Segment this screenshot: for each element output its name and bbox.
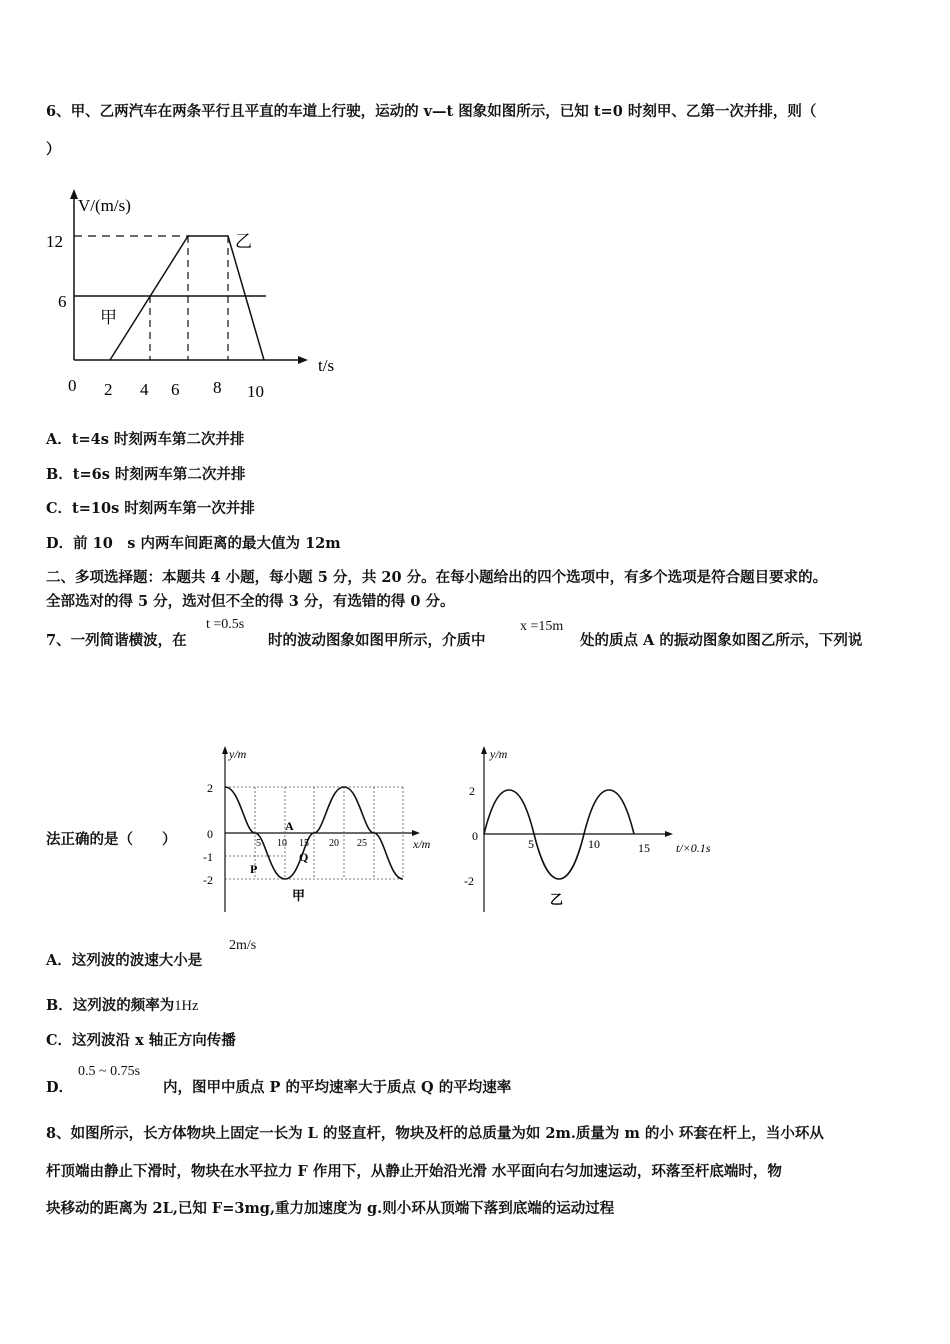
q7-option-b-label: B． (46, 997, 73, 1014)
q7-g1-tick-x5: 5 (256, 838, 261, 849)
q7-g1-tick-y0: 0 (207, 827, 213, 841)
section2-instructions-line1: 二、多项选择题：本题共 4 小题，每小题 5 分，共 20 分。在每小题给出的四个选项中，有多个选项是符合题目要求的。 (46, 569, 828, 586)
q8-stem-line1: 8、如图所示，长方体物块上固定一长为 L 的竖直杆，物块及杆的总质量为如 2m.质量为 m 的小 环套在杆上，当小环从 (46, 1125, 824, 1142)
q7-vibration-graph-yi (460, 742, 740, 912)
q6-option-a-text: t=4s 时刻两车第二次并排 (71, 431, 245, 448)
q7-option-d-text: 内，图甲中质点 P 的平均速率大于质点 Q 的平均速率 (163, 1079, 512, 1096)
q7-g1-tick-y2: 2 (207, 781, 213, 795)
q7-x-expression: x =15m (520, 619, 564, 634)
q6-stem-line2: ） (46, 141, 61, 158)
q7-option-c[interactable] (46, 1031, 236, 1051)
q6-option-b[interactable] (46, 465, 245, 485)
q7-g2-ylabel: y/m (490, 747, 508, 761)
q7-option-a[interactable] (46, 951, 202, 971)
q6-tick-x10: 10 (247, 382, 264, 401)
q7-g1-xlabel: x/m (413, 837, 431, 851)
q6-tick-x2: 2 (104, 380, 113, 399)
q6-option-b-label: B． (46, 466, 73, 483)
q6-option-a[interactable] (46, 430, 244, 450)
q6-option-b-text: t=6s 时刻两车第二次并排 (72, 466, 246, 483)
q7-g1-tick-ym1: -1 (203, 850, 213, 864)
q6-tick-x6: 6 (171, 380, 180, 399)
q7-g2-tick-ym2: -2 (464, 874, 474, 888)
q8-stem-line3: 块移动的距离为 2L,已知 F=3mg,重力加速度为 g.则小环从顶端下落到底端的运动过程 (46, 1200, 615, 1217)
q6-option-d-text: 前 10 s 内两车间距离的最大值为 12m (73, 535, 341, 552)
q6-tick-x8: 8 (213, 378, 222, 397)
q7-g1-point-a: A (285, 819, 294, 833)
q7-g1-tick-x10: 10 (277, 838, 287, 849)
q8-stem-line2: 杆顶端由静止下滑时，物块在水平拉力 F 作用下，从静止开始沿光滑 水平面向右匀加速运动，环落至杆底端时，物 (46, 1163, 782, 1180)
q7-g2-caption: 乙 (550, 893, 564, 908)
q7-option-b[interactable] (46, 996, 198, 1016)
q6-tick-x4: 4 (140, 380, 149, 399)
q7-g2-tick-x5: 5 (528, 837, 534, 851)
q7-option-d-expr: 0.5 ~ 0.75s (78, 1064, 141, 1079)
q7-option-b-text: 这列波的频率为 (72, 997, 175, 1014)
q6-stem-line1: 6、甲、乙两汽车在两条平行且平直的车道上行驶，运动的 v—t 图象如图所示，已知 t=0 时刻甲、乙第一次并排，则（ (46, 103, 817, 120)
q7-stem-part3: 处的质点 A 的振动图象如图乙所示，下列说 (580, 632, 863, 649)
q7-g1-tick-x20: 20 (329, 838, 339, 849)
q6-tick-y12: 12 (46, 232, 63, 251)
q7-g1-tick-ym2: -2 (203, 873, 213, 887)
q6-vt-graph (40, 185, 370, 410)
q6-ylabel: V/(m/s) (78, 196, 131, 215)
q7-g2-tick-x15: 15 (638, 841, 650, 855)
q6-tick-x0: 0 (68, 376, 77, 395)
q6-option-c[interactable] (46, 499, 255, 519)
q7-g2-xlabel: t/×0.1s (676, 841, 711, 855)
q7-g1-tick-x15: 15 (299, 838, 309, 849)
q7-option-a-text: 这列波的波速大小是 (71, 952, 203, 969)
q6-label-yi: 乙 (235, 232, 252, 252)
q6-option-a-label: A． (46, 431, 72, 448)
q6-option-c-label: C． (46, 500, 73, 517)
q6-option-c-text: t=10s 时刻两车第一次并排 (72, 500, 255, 517)
q7-g2-tick-y0: 0 (472, 829, 478, 843)
q7-option-c-text: 这列波沿 x 轴正方向传播 (72, 1032, 236, 1049)
q6-tick-y6: 6 (58, 292, 67, 311)
q7-option-c-label: C． (46, 1032, 73, 1049)
q7-option-a-expr: 2m/s (229, 938, 257, 953)
q7-g1-caption: 甲 (292, 889, 306, 904)
q7-g1-ylabel: y/m (229, 747, 247, 761)
q7-option-d-label[interactable]: D． (46, 1079, 74, 1096)
section2-instructions-line2: 全部选对的得 5 分，选对但不全的得 3 分，有选错的得 0 分。 (46, 593, 455, 610)
q7-stem-part4: 法正确的是（ ） (46, 831, 177, 848)
q7-g2-tick-x10: 10 (588, 837, 600, 851)
q6-label-jia: 甲 (100, 308, 117, 328)
q7-t-expression: t =0.5s (206, 617, 245, 632)
q7-wave-graph-jia (195, 742, 450, 912)
q7-g1-point-q: Q (299, 850, 309, 864)
q7-option-b-expr: 1Hz (174, 998, 199, 1014)
q7-g2-tick-y2: 2 (469, 784, 475, 798)
q7-stem-part1: 7、一列简谐横波，在 (46, 632, 187, 649)
q6-xlabel: t/s (318, 356, 335, 375)
q6-option-d-label: D． (46, 535, 74, 552)
q6-option-d[interactable] (46, 534, 341, 554)
q7-g1-point-p: P (250, 862, 258, 876)
q7-option-a-label: A． (46, 952, 72, 969)
q7-stem-part2: 时的波动图象如图甲所示，介质中 (268, 632, 486, 649)
q7-g1-tick-x25: 25 (357, 838, 367, 849)
